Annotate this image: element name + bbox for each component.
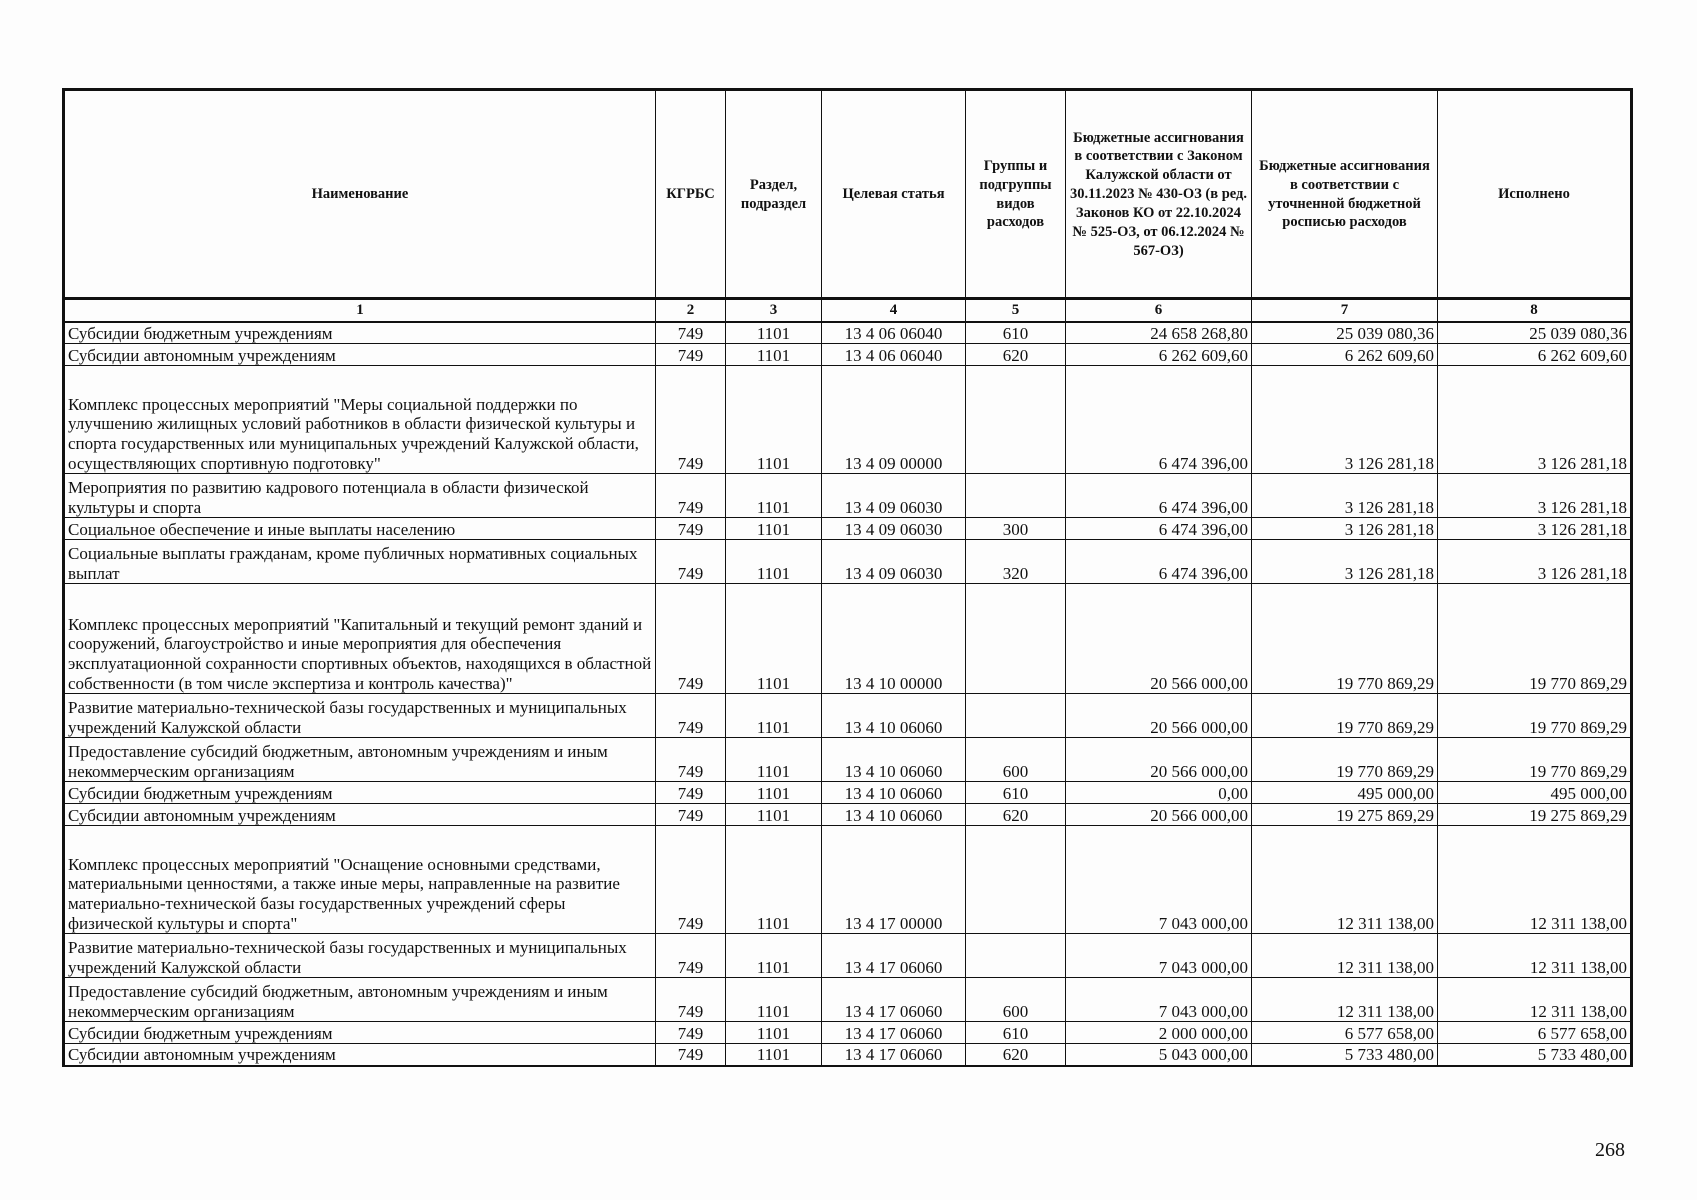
row-executed-amount-cell: 12 311 138,00	[1438, 934, 1632, 978]
row-target-cell: 13 4 17 00000	[822, 826, 966, 934]
column-header-group: Группы и подгруппы видов расходов	[966, 90, 1066, 299]
row-target-cell: 13 4 09 06030	[822, 474, 966, 518]
row-schedule-amount-cell: 19 770 869,29	[1252, 694, 1438, 738]
table-row	[64, 344, 1632, 366]
row-section-cell: 1101	[726, 826, 822, 934]
row-section-cell: 1101	[726, 738, 822, 782]
row-executed-amount-cell: 19 770 869,29	[1438, 738, 1632, 782]
row-section-cell: 1101	[726, 322, 822, 344]
row-executed-amount-cell: 19 275 869,29	[1438, 804, 1632, 826]
row-group-cell: 610	[966, 1022, 1066, 1044]
column-header-schedule-allocations: Бюджетные ассигнования в соответствии с уточненной бюджетной росписью расходов	[1252, 90, 1438, 299]
table-row	[64, 804, 1632, 826]
budget-table	[62, 88, 1633, 1067]
row-kgrbs-cell: 749	[656, 804, 726, 826]
row-name-cell: Комплекс процессных мероприятий "Оснащение основными средствами, материальными ценностями, а также иные меры, направленные на развитие материально-технической базы государственных учреждений сферы физической культуры и спорта"	[64, 826, 656, 934]
column-number: 7	[1252, 299, 1438, 322]
row-kgrbs-cell: 749	[656, 518, 726, 540]
row-group-cell	[966, 366, 1066, 474]
row-kgrbs-cell: 749	[656, 344, 726, 366]
row-target-cell: 13 4 17 06060	[822, 934, 966, 978]
table-row	[64, 694, 1632, 738]
row-executed-amount-cell: 3 126 281,18	[1438, 474, 1632, 518]
row-kgrbs-cell: 749	[656, 934, 726, 978]
row-target-cell: 13 4 06 06040	[822, 322, 966, 344]
row-schedule-amount-cell: 6 262 609,60	[1252, 344, 1438, 366]
row-target-cell: 13 4 10 06060	[822, 694, 966, 738]
row-name-cell: Социальное обеспечение и иные выплаты населению	[64, 518, 656, 540]
row-group-cell: 320	[966, 540, 1066, 584]
row-executed-amount-cell: 3 126 281,18	[1438, 540, 1632, 584]
row-group-cell: 600	[966, 978, 1066, 1022]
row-name-cell: Предоставление субсидий бюджетным, автономным учреждениям и иным некоммерческим организациям	[64, 738, 656, 782]
row-schedule-amount-cell: 3 126 281,18	[1252, 474, 1438, 518]
row-kgrbs-cell: 749	[656, 584, 726, 694]
row-executed-amount-cell: 6 262 609,60	[1438, 344, 1632, 366]
row-executed-amount-cell: 6 577 658,00	[1438, 1022, 1632, 1044]
row-section-cell: 1101	[726, 694, 822, 738]
row-law-amount-cell: 20 566 000,00	[1066, 738, 1252, 782]
row-name-cell: Субсидии бюджетным учреждениям	[64, 782, 656, 804]
row-executed-amount-cell: 495 000,00	[1438, 782, 1632, 804]
row-law-amount-cell: 24 658 268,80	[1066, 322, 1252, 344]
row-law-amount-cell: 20 566 000,00	[1066, 804, 1252, 826]
row-name-cell: Субсидии бюджетным учреждениям	[64, 1022, 656, 1044]
row-section-cell: 1101	[726, 1044, 822, 1066]
row-kgrbs-cell: 749	[656, 978, 726, 1022]
row-name-cell: Субсидии автономным учреждениям	[64, 804, 656, 826]
row-kgrbs-cell: 749	[656, 782, 726, 804]
row-name-cell: Субсидии автономным учреждениям	[64, 344, 656, 366]
row-section-cell: 1101	[726, 978, 822, 1022]
table-row	[64, 738, 1632, 782]
row-schedule-amount-cell: 12 311 138,00	[1252, 934, 1438, 978]
column-header-law-allocations: Бюджетные ассигнования в соответствии с Законом Калужской области от 30.11.2023 № 430-ОЗ (в ред. Законов КО от 22.10.2024 № 525-ОЗ, от 06.12.2024 № 567-ОЗ)	[1066, 90, 1252, 299]
table-row	[64, 978, 1632, 1022]
row-law-amount-cell: 2 000 000,00	[1066, 1022, 1252, 1044]
row-group-cell	[966, 934, 1066, 978]
row-name-cell: Комплекс процессных мероприятий "Меры социальной поддержки по улучшению жилищных условий работников в области физической культуры и спорта государственных или муниципальных учреждений Калужской области, осуществляющих спортивную подготовку"	[64, 366, 656, 474]
row-name-cell: Предоставление субсидий бюджетным, автономным учреждениям и иным некоммерческим организациям	[64, 978, 656, 1022]
table-row	[64, 584, 1632, 694]
column-header-target: Целевая статья	[822, 90, 966, 299]
row-schedule-amount-cell: 12 311 138,00	[1252, 826, 1438, 934]
table-row	[64, 782, 1632, 804]
row-target-cell: 13 4 09 00000	[822, 366, 966, 474]
row-target-cell: 13 4 17 06060	[822, 1044, 966, 1066]
row-target-cell: 13 4 17 06060	[822, 1022, 966, 1044]
row-target-cell: 13 4 10 00000	[822, 584, 966, 694]
row-group-cell: 620	[966, 1044, 1066, 1066]
column-header-executed: Исполнено	[1438, 90, 1632, 299]
row-group-cell	[966, 826, 1066, 934]
row-schedule-amount-cell: 19 770 869,29	[1252, 584, 1438, 694]
row-section-cell: 1101	[726, 344, 822, 366]
row-kgrbs-cell: 749	[656, 738, 726, 782]
row-name-cell: Субсидии автономным учреждениям	[64, 1044, 656, 1066]
row-section-cell: 1101	[726, 518, 822, 540]
row-group-cell: 620	[966, 344, 1066, 366]
table-row	[64, 474, 1632, 518]
row-law-amount-cell: 20 566 000,00	[1066, 584, 1252, 694]
table-header-row	[64, 90, 1632, 299]
row-schedule-amount-cell: 12 311 138,00	[1252, 978, 1438, 1022]
row-schedule-amount-cell: 6 577 658,00	[1252, 1022, 1438, 1044]
row-executed-amount-cell: 3 126 281,18	[1438, 518, 1632, 540]
table-row	[64, 322, 1632, 344]
row-target-cell: 13 4 09 06030	[822, 540, 966, 584]
table-body	[64, 322, 1632, 1066]
row-law-amount-cell: 5 043 000,00	[1066, 1044, 1252, 1066]
row-name-cell: Социальные выплаты гражданам, кроме публичных нормативных социальных выплат	[64, 540, 656, 584]
column-number: 6	[1066, 299, 1252, 322]
column-number: 5	[966, 299, 1066, 322]
row-schedule-amount-cell: 3 126 281,18	[1252, 366, 1438, 474]
column-number: 8	[1438, 299, 1632, 322]
row-law-amount-cell: 7 043 000,00	[1066, 826, 1252, 934]
row-kgrbs-cell: 749	[656, 474, 726, 518]
table-row	[64, 518, 1632, 540]
row-law-amount-cell: 20 566 000,00	[1066, 694, 1252, 738]
row-group-cell	[966, 694, 1066, 738]
row-executed-amount-cell: 25 039 080,36	[1438, 322, 1632, 344]
row-kgrbs-cell: 749	[656, 322, 726, 344]
row-kgrbs-cell: 749	[656, 540, 726, 584]
row-executed-amount-cell: 19 770 869,29	[1438, 694, 1632, 738]
row-law-amount-cell: 6 474 396,00	[1066, 540, 1252, 584]
table-row	[64, 366, 1632, 474]
row-name-cell: Мероприятия по развитию кадрового потенциала в области физической культуры и спорта	[64, 474, 656, 518]
row-group-cell	[966, 474, 1066, 518]
row-section-cell: 1101	[726, 540, 822, 584]
column-number-row	[64, 299, 1632, 322]
row-executed-amount-cell: 12 311 138,00	[1438, 826, 1632, 934]
row-kgrbs-cell: 749	[656, 366, 726, 474]
row-schedule-amount-cell: 25 039 080,36	[1252, 322, 1438, 344]
table-row	[64, 826, 1632, 934]
row-target-cell: 13 4 09 06030	[822, 518, 966, 540]
row-schedule-amount-cell: 3 126 281,18	[1252, 518, 1438, 540]
row-law-amount-cell: 0,00	[1066, 782, 1252, 804]
row-name-cell: Комплекс процессных мероприятий "Капитальный и текущий ремонт зданий и сооружений, благоустройство и иные мероприятия для обеспечения эксплуатационной сохранности спортивных объектов, находящихся в областной собственности (в том числе экспертиза и контроль качества)"	[64, 584, 656, 694]
row-schedule-amount-cell: 3 126 281,18	[1252, 540, 1438, 584]
row-section-cell: 1101	[726, 782, 822, 804]
row-section-cell: 1101	[726, 584, 822, 694]
row-executed-amount-cell: 12 311 138,00	[1438, 978, 1632, 1022]
row-schedule-amount-cell: 5 733 480,00	[1252, 1044, 1438, 1066]
row-section-cell: 1101	[726, 934, 822, 978]
row-kgrbs-cell: 749	[656, 1022, 726, 1044]
row-kgrbs-cell: 749	[656, 1044, 726, 1066]
row-section-cell: 1101	[726, 804, 822, 826]
row-executed-amount-cell: 3 126 281,18	[1438, 366, 1632, 474]
row-group-cell	[966, 584, 1066, 694]
row-target-cell: 13 4 10 06060	[822, 804, 966, 826]
row-target-cell: 13 4 10 06060	[822, 738, 966, 782]
table-row	[64, 540, 1632, 584]
column-number: 4	[822, 299, 966, 322]
row-kgrbs-cell: 749	[656, 826, 726, 934]
column-number: 3	[726, 299, 822, 322]
column-header-kgrbs: КГРБС	[656, 90, 726, 299]
row-schedule-amount-cell: 19 275 869,29	[1252, 804, 1438, 826]
row-law-amount-cell: 7 043 000,00	[1066, 934, 1252, 978]
page-number: 268	[1595, 1139, 1625, 1161]
row-law-amount-cell: 6 262 609,60	[1066, 344, 1252, 366]
table-row	[64, 1044, 1632, 1066]
row-group-cell: 300	[966, 518, 1066, 540]
row-group-cell: 620	[966, 804, 1066, 826]
row-name-cell: Развитие материально-технической базы государственных и муниципальных учреждений Калужской области	[64, 934, 656, 978]
row-law-amount-cell: 6 474 396,00	[1066, 366, 1252, 474]
row-group-cell: 600	[966, 738, 1066, 782]
row-target-cell: 13 4 10 06060	[822, 782, 966, 804]
row-target-cell: 13 4 17 06060	[822, 978, 966, 1022]
row-section-cell: 1101	[726, 1022, 822, 1044]
row-kgrbs-cell: 749	[656, 694, 726, 738]
column-number: 2	[656, 299, 726, 322]
row-executed-amount-cell: 5 733 480,00	[1438, 1044, 1632, 1066]
row-section-cell: 1101	[726, 474, 822, 518]
row-law-amount-cell: 6 474 396,00	[1066, 474, 1252, 518]
row-target-cell: 13 4 06 06040	[822, 344, 966, 366]
row-law-amount-cell: 7 043 000,00	[1066, 978, 1252, 1022]
row-group-cell: 610	[966, 782, 1066, 804]
row-section-cell: 1101	[726, 366, 822, 474]
column-number: 1	[64, 299, 656, 322]
row-schedule-amount-cell: 495 000,00	[1252, 782, 1438, 804]
row-schedule-amount-cell: 19 770 869,29	[1252, 738, 1438, 782]
table-row	[64, 934, 1632, 978]
row-executed-amount-cell: 19 770 869,29	[1438, 584, 1632, 694]
row-name-cell: Субсидии бюджетным учреждениям	[64, 322, 656, 344]
column-header-name: Наименование	[64, 90, 656, 299]
row-group-cell: 610	[966, 322, 1066, 344]
column-header-section: Раздел, подраздел	[726, 90, 822, 299]
row-law-amount-cell: 6 474 396,00	[1066, 518, 1252, 540]
row-name-cell: Развитие материально-технической базы государственных и муниципальных учреждений Калужской области	[64, 694, 656, 738]
table-row	[64, 1022, 1632, 1044]
